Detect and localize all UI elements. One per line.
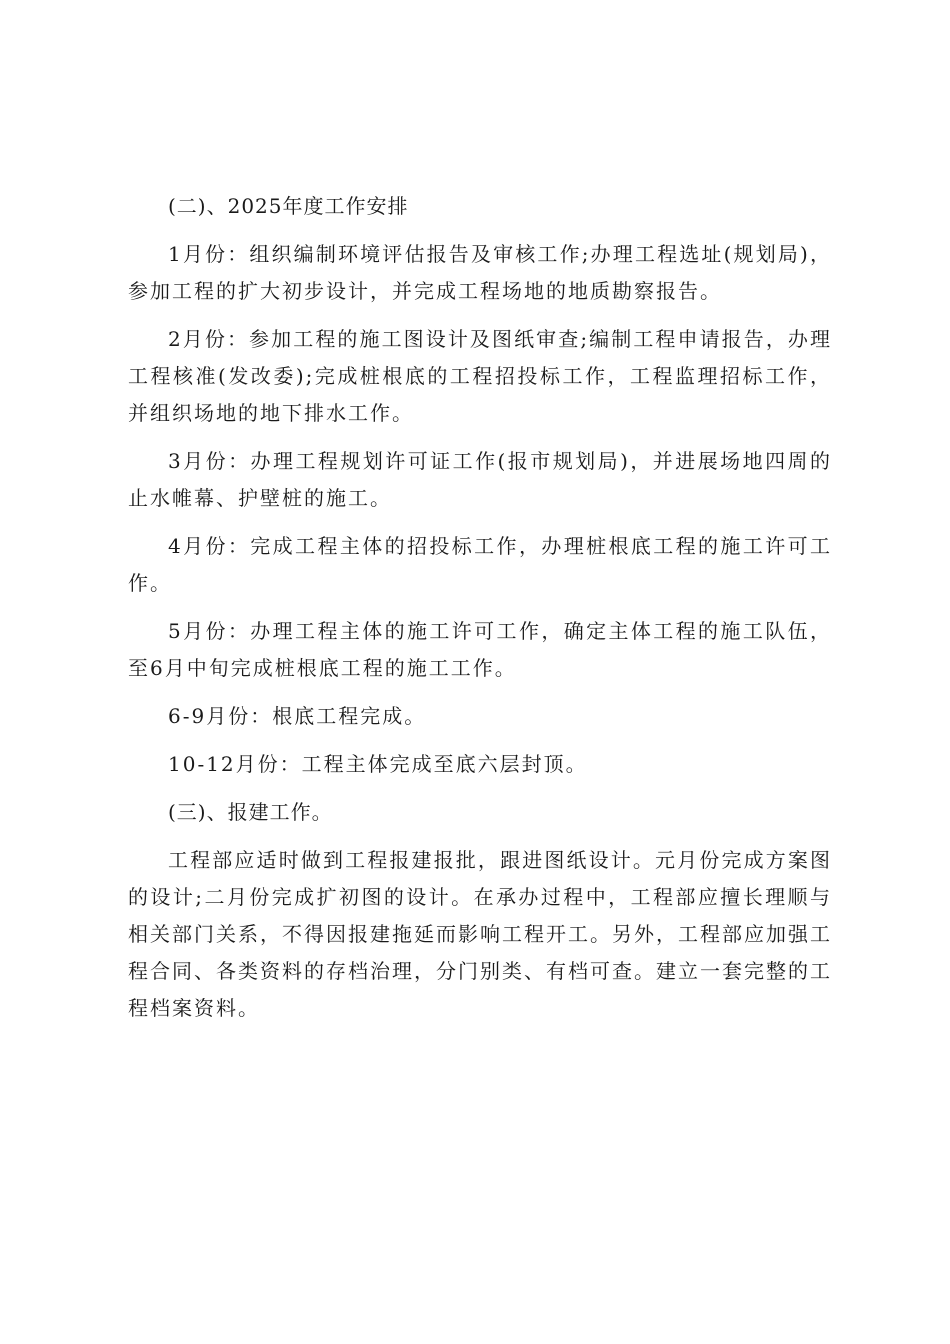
- section-heading-permits: (三)、报建工作。: [168, 800, 333, 824]
- section-heading-2025-plan: (二)、2025年度工作安排: [168, 194, 409, 218]
- paragraph-october-december: 10-12月份：工程主体完成至底六层封顶。: [168, 752, 588, 776]
- paragraph-february: 2月份：参加工程的施工图设计及图纸审查;编制工程申请报告，办理工程核准(发改委);完成桩根底的工程招投标工作，工程监理招标工作，并组织场地的地下排水工作。: [128, 327, 832, 425]
- paragraph-january: 1月份：组织编制环境评估报告及审核工作;办理工程选址(规划局)，参加工程的扩大初步设计，并完成工程场地的地质勘察报告。: [128, 242, 832, 303]
- paragraph-march: 3月份：办理工程规划许可证工作(报市规划局)，并进展场地四周的止水帷幕、护壁桩的施工。: [128, 449, 832, 510]
- paragraph-june-september: 6-9月份：根底工程完成。: [168, 704, 427, 728]
- paragraph-permit-work: 工程部应适时做到工程报建报批，跟进图纸设计。元月份完成方案图的设计;二月份完成扩初图的设计。在承办过程中，工程部应擅长理顺与相关部门关系，不得因报建拖延而影响工程开工。另外，工程部应加强工程合同、各类资料的存档治理，分门别类、有档可查。建立一套完整的工程档案资料。: [128, 848, 832, 1020]
- paragraph-april: 4月份：完成工程主体的招投标工作，办理桩根底工程的施工许可工作。: [128, 534, 832, 595]
- paragraph-may: 5月份：办理工程主体的施工许可工作，确定主体工程的施工队伍，至6月中旬完成桩根底工程的施工工作。: [128, 619, 832, 680]
- document-body: [128, 188, 832, 1038]
